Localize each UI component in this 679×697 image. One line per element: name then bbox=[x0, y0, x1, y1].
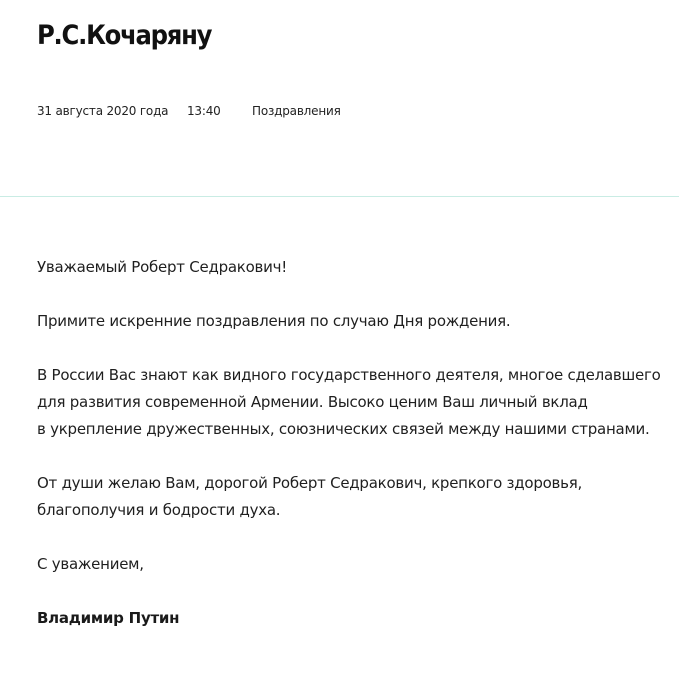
category-link[interactable]: Поздравления bbox=[252, 104, 341, 118]
publication-date: 31 августа 2020 года bbox=[37, 104, 169, 118]
publication-time: 13:40 bbox=[187, 104, 221, 118]
paragraph-line: для развития современной Армении. Высоко ценим Ваш личный вклад bbox=[37, 393, 588, 411]
document-header bbox=[0, 0, 679, 197]
letter-closing: С уважением, bbox=[37, 555, 144, 573]
letter-greeting: Уважаемый Роберт Седракович! bbox=[37, 258, 287, 276]
letter-paragraph-1: Примите искренние поздравления по случаю Дня рождения. bbox=[37, 312, 511, 330]
letter-body bbox=[37, 254, 661, 659]
paragraph-line: В России Вас знают как видного государственного деятеля, многое сделавшего bbox=[37, 366, 661, 384]
paragraph-line: благополучия и бодрости духа. bbox=[37, 501, 281, 519]
paragraph-line: От души желаю Вам, дорогой Роберт Седракович, крепкого здоровья, bbox=[37, 474, 582, 492]
letter-paragraph-3 bbox=[37, 470, 657, 524]
letter-paragraph-2 bbox=[37, 362, 661, 443]
paragraph-line: в укрепление дружественных, союзнических связей между нашими странами. bbox=[37, 420, 650, 438]
page-title: Р.С.Кочаряну bbox=[37, 20, 212, 51]
letter-signature: Владимир Путин bbox=[37, 609, 180, 627]
